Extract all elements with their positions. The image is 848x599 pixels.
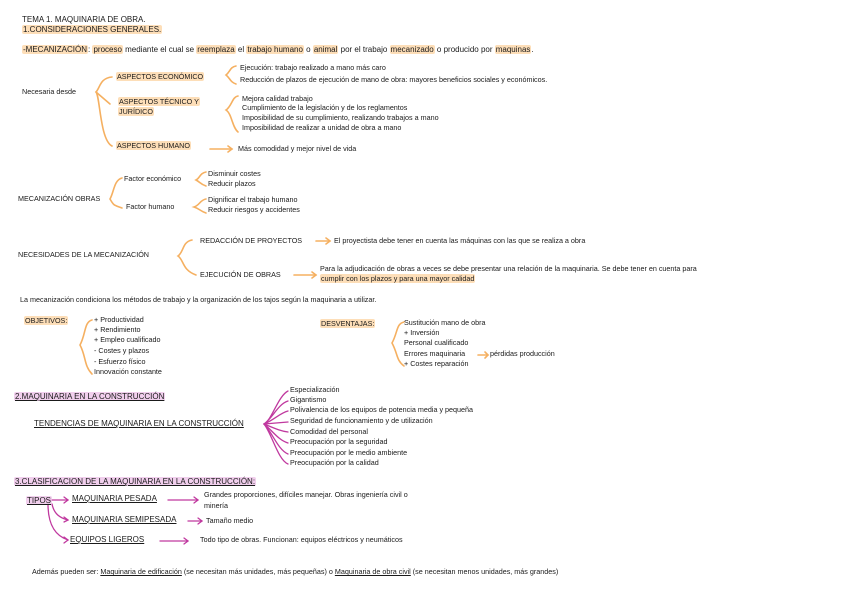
redaccion-text: El proyectista debe tener en cuenta las máquinas con las que se realiza a obra	[334, 236, 586, 245]
mecanizacion-obras-label: MECANIZACIÓN OBRAS	[18, 194, 101, 203]
economico-item: Ejecución: trabajo realizado a mano más caro	[240, 63, 386, 72]
factor-economico-item: Reducir plazos	[208, 179, 256, 188]
redaccion-proyectos: REDACCIÓN DE PROYECTOS	[200, 236, 303, 245]
desventaja-item: Personal cualificado	[404, 338, 469, 347]
objetivo-item: Innovación constante	[94, 367, 162, 376]
mecanizacion-definition: -MECANIZACIÓN: proceso mediante el cual se reemplaza el trabajo humano o animal por el trabajo mecanizado o producido por maquinas.	[23, 45, 534, 54]
aspecto-economico: ASPECTOS ECONÓMICO	[117, 72, 204, 81]
tendencias-label: TENDENCIAS DE MAQUINARIA EN LA CONSTRUCCIÓN	[34, 419, 244, 428]
tendencia-item: Especialización	[290, 385, 340, 394]
necesaria-desde-label: Necesaria desde	[22, 87, 76, 96]
aspecto-tecnico: ASPECTOS TÉCNICO Y	[119, 97, 199, 106]
desventajas-label: DESVENTAJAS:	[321, 319, 375, 328]
desventaja-item: Errores maquinaria	[404, 349, 466, 358]
objetivo-item: + Rendimiento	[94, 325, 141, 334]
objetivo-item: + Empleo cualificado	[94, 335, 161, 344]
objetivo-item: - Costes y plazos	[94, 346, 150, 355]
desventaja-item: + Inversión	[404, 328, 440, 337]
aspecto-tecnico-line2: JURÍDICO	[119, 107, 153, 116]
objetivo-item: - Esfuerzo físico	[94, 357, 146, 366]
maquinaria-semipesada: MAQUINARIA SEMIPESADA	[72, 515, 177, 524]
factor-humano: Factor humano	[126, 202, 175, 211]
pesada-desc-line2: minería	[204, 501, 228, 510]
tendencia-item: Preocupación por la seguridad	[290, 437, 388, 446]
ligeros-desc: Todo tipo de obras. Funcionan: equipos eléctricos y neumáticos	[200, 535, 403, 544]
tendencia-item: Preocupación por la calidad	[290, 458, 379, 467]
factor-economico-item: Disminuir costes	[208, 169, 261, 178]
desventaja-item: Sustitución mano de obra	[404, 318, 486, 327]
maquinaria-pesada: MAQUINARIA PESADA	[72, 494, 157, 503]
equipos-ligeros: EQUIPOS LIGEROS	[70, 535, 145, 544]
factor-humano-item: Dignificar el trabajo humano	[208, 195, 298, 204]
desventaja-result: pérdidas producción	[490, 349, 555, 358]
footer-note: Además pueden ser: Maquinaria de edificación (se necesitan más unidades, más pequeñas) o Maquinaria de obra civil (se necesitan menos unidades, más grandes)	[32, 567, 559, 576]
economico-item: Reducción de plazos de ejecución de mano de obra: mayores beneficios sociales y económicos.	[240, 75, 548, 84]
factor-humano-item: Reducir riesgos y accidentes	[208, 205, 300, 214]
objetivos-label: OBJETIVOS:	[25, 316, 68, 325]
tecnico-item: Mejora calidad trabajo	[242, 94, 313, 103]
tendencia-item: Seguridad de funcionamiento y de utilización	[290, 416, 433, 425]
section3-title: 3.CLASIFICACION DE LA MAQUINARIA EN LA CONSTRUCCIÓN:	[15, 477, 256, 486]
doc-title: TEMA 1. MAQUINARIA DE OBRA.	[22, 15, 146, 24]
tecnico-item: Imposibilidad de su cumplimiento, realizando trabajos a mano	[242, 113, 439, 122]
tendencia-item: Comodidad del personal	[290, 427, 368, 436]
necesidades-label: NECESIDADES DE LA MECANIZACIÓN	[18, 250, 149, 259]
condiciona-text: La mecanización condiciona los métodos de trabajo y la organización de los tajos según la maquinaria a utilizar.	[20, 295, 377, 304]
tipos-label: TIPOS	[27, 496, 52, 505]
tendencia-item: Polivalencia de los equipos de potencia media y pequeña	[290, 405, 474, 414]
semipesada-desc: Tamaño medio	[206, 516, 254, 525]
ejecucion-text: Para la adjudicación de obras a veces se debe presentar una relación de la maquinaria. Se debe tener en cuenta para	[320, 264, 697, 273]
tendencia-item: Gigantismo	[290, 395, 327, 404]
objetivo-item: + Productividad	[94, 315, 144, 324]
link-obra-civil: Maquinaria de obra civil	[334, 567, 411, 576]
tecnico-item: Imposibilidad de realizar a unidad de obra a mano	[242, 123, 402, 132]
aspecto-humano: ASPECTOS HUMANO	[117, 141, 190, 150]
tendencia-item: Preocupación por le medio ambiente	[290, 448, 408, 457]
ejecucion-text-line2: cumplir con los plazos y para una mayor calidad	[321, 274, 475, 283]
link-edificacion: Maquinaria de edificación	[100, 567, 182, 576]
tecnico-item: Cumplimiento de la legislación y de los reglamentos	[242, 103, 408, 112]
section2-title: 2.MAQUINARIA EN LA CONSTRUCCIÓN	[15, 392, 165, 401]
humano-item: Más comodidad y mejor nivel de vida	[238, 144, 357, 153]
factor-economico: Factor económico	[124, 174, 182, 183]
ejecucion-obras: EJECUCIÓN DE OBRAS	[200, 270, 281, 279]
pesada-desc: Grandes proporciones, difíciles manejar. Obras ingeniería civil o	[204, 490, 408, 499]
desventaja-item: + Costes reparación	[404, 359, 469, 368]
section1-title: 1.CONSIDERACIONES GENERALES.	[23, 25, 162, 34]
